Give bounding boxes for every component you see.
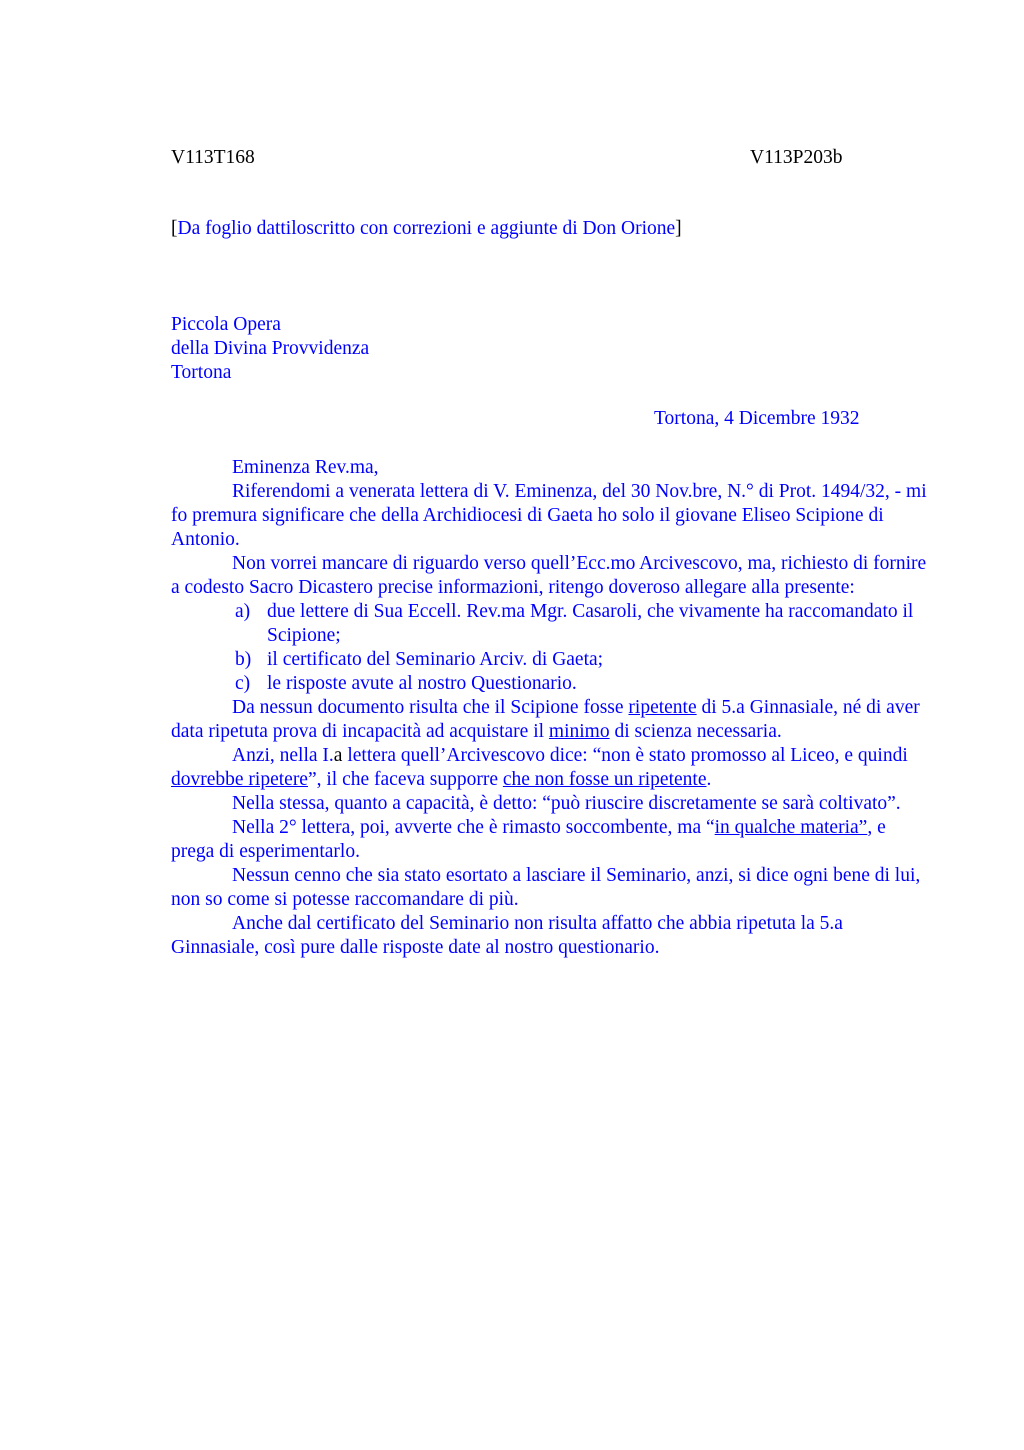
sender-line-2: della Divina Provvidenza (171, 338, 370, 359)
text-run: Anzi, nella I. (232, 745, 334, 766)
underlined-text: che non fosse un ripetente (502, 769, 707, 790)
paragraph-2: Non vorrei mancare di riguardo verso quell’Ecc.mo Arcivescovo, ma, richiesto di fornire a codesto Sacro Dicastero precise informazioni, ritengo doveroso allegare alla presente: (171, 553, 927, 598)
note-open-bracket: [ (171, 218, 178, 239)
paragraph-5: Nella stessa, quanto a capacità, è detto: “può riuscire discretamente se sarà coltivato”. (232, 793, 901, 814)
list-text: le risposte avute al nostro Questionario. (267, 673, 577, 694)
list-item (171, 672, 927, 696)
underlined-text: in qualche materia” (714, 817, 868, 838)
letter-date: Tortona, 4 Dicembre 1932 (654, 408, 860, 429)
text-run: Da nessun documento risulta che il Scipione fosse (232, 697, 629, 718)
list-marker: a) (235, 601, 251, 622)
text-run-correction: a (333, 745, 343, 766)
list-marker: c) (235, 673, 251, 694)
sender-line-3: Tortona (171, 362, 232, 383)
list-item (171, 600, 927, 648)
underlined-text: ripetente (628, 697, 697, 718)
text-run: di 5.a Ginnasiale, né di aver data ripetuta prova di incapacità ad acquistare il (171, 697, 920, 742)
list-text: due lettere di Sua Eccell. Rev.ma Mgr. Casaroli, che vivamente ha raccomandato il Scipione; (267, 601, 914, 646)
attachment-list (171, 600, 927, 696)
letter-body (171, 456, 927, 960)
list-marker: b) (235, 649, 252, 670)
text-run: Nella 2° lettera, poi, avverte che è rimasto soccombente, ma “ (232, 817, 715, 838)
underlined-text: minimo (548, 721, 610, 742)
sender-block (171, 313, 369, 385)
sender-line-1: Piccola Opera (171, 314, 281, 335)
underlined-text: dovrebbe ripetere (171, 769, 308, 790)
paragraph-3 (171, 696, 927, 744)
salutation: Eminenza Rev.ma, (232, 457, 379, 478)
list-text: il certificato del Seminario Arciv. di Gaeta; (267, 649, 604, 670)
paragraph-7: Nessun cenno che sia stato esortato a lasciare il Seminario, anzi, si dice ogni bene di lui, non so come si potesse raccomandare di più. (171, 865, 921, 910)
reference-code-left: V113T168 (171, 147, 255, 168)
paragraph-1: Riferendomi a venerata lettera di V. Eminenza, del 30 Nov.bre, N.° di Prot. 1494/32, - mi fo premura significare che della Archidiocesi di Gaeta ho solo il giovane Eliseo Scipione di Antonio. (171, 481, 927, 550)
reference-code-right: V113P203b (750, 147, 843, 168)
text-run: di scienza necessaria. (609, 721, 782, 742)
note-text: Da foglio dattiloscritto con correzioni e aggiunte di Don Orione (177, 218, 676, 239)
paragraph-6 (171, 816, 927, 864)
list-item (171, 648, 927, 672)
note-close-bracket: ] (675, 218, 682, 239)
text-run: lettera quell’Arcivescovo dice: “non è stato promosso al Liceo, e quindi (342, 745, 908, 766)
text-run: . (706, 769, 712, 790)
paragraph-4 (171, 744, 927, 792)
editorial-note (171, 218, 682, 240)
paragraph-8: Anche dal certificato del Seminario non risulta affatto che abbia ripetuta la 5.a Ginnasiale, così pure dalle risposte date al nostro questionario. (171, 913, 843, 958)
text-run: ”, il che faceva supporre (307, 769, 503, 790)
text-run: , e prega di esperimentarlo. (171, 817, 886, 862)
